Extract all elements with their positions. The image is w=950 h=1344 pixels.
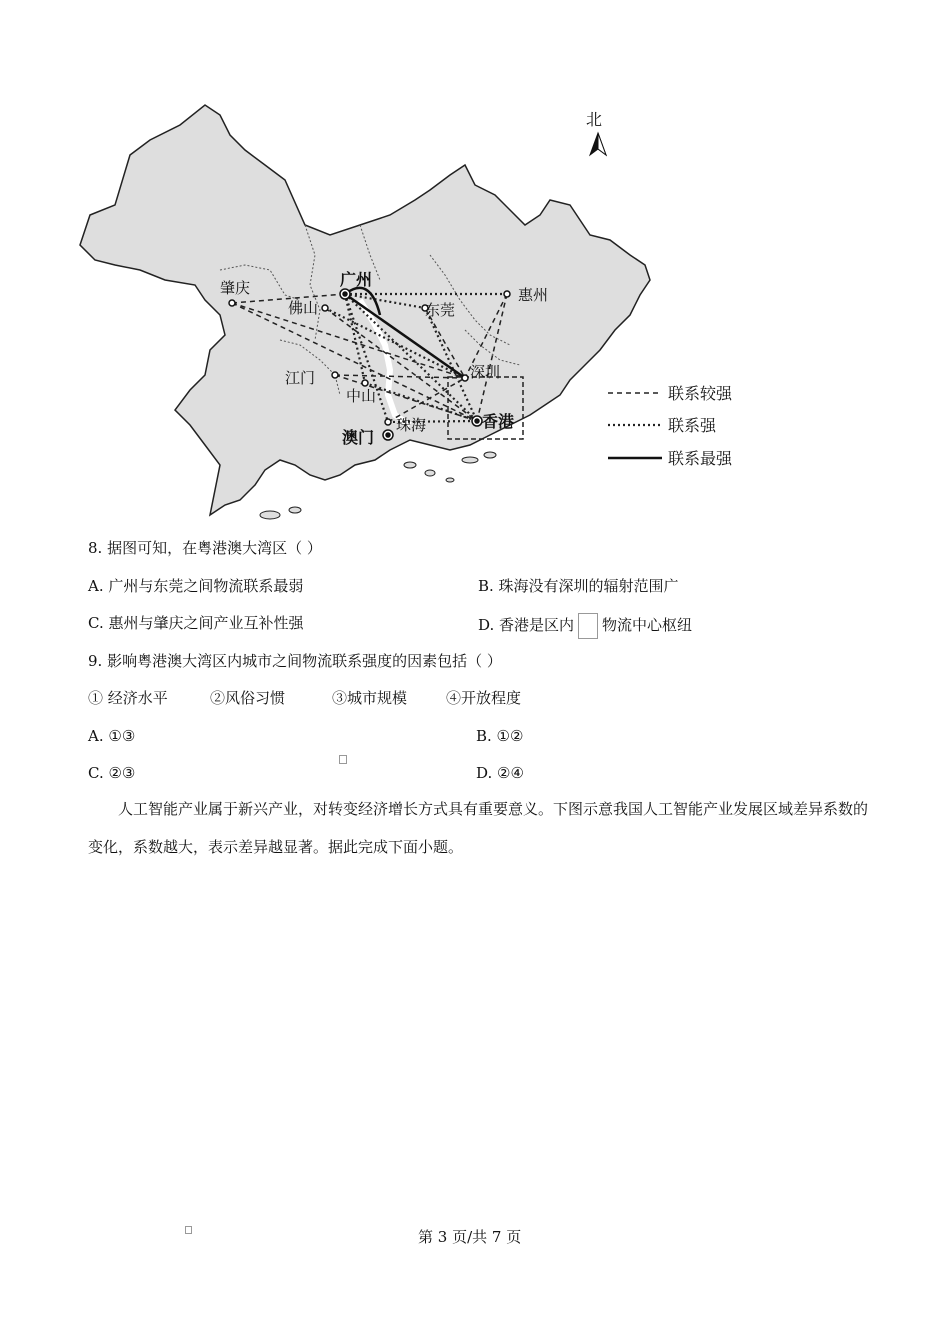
q9-option-c[interactable]: C. ②③ [88,764,136,782]
q9-item-1: ① 经济水平 [88,689,168,707]
label-guangzhou: 广州 [340,270,373,289]
label-zhongshan: 中山 [346,387,377,405]
legend [608,384,733,468]
q9-option-d[interactable]: D. ②④ [476,764,524,782]
greater-bay-area-map [70,95,770,535]
q8-option-d[interactable] [478,613,692,639]
stray-mark-footer [185,1226,192,1234]
q8-stem: 8. 据图可知，在粤港澳大湾区（ ） [88,539,322,557]
q9-item-2: ②风俗习惯 [210,689,286,707]
q9-option-a[interactable]: A. ①③ [88,727,136,745]
label-hongkong: 香港 [482,412,515,431]
north-label: 北 [586,110,603,129]
legend-solid: 联系最强 [668,449,733,468]
stray-mark [339,755,347,764]
label-zhaoqing: 肇庆 [220,279,251,297]
label-huizhou: 惠州 [518,286,549,304]
label-jiangmen: 江门 [285,369,316,387]
intro-paragraph: 人工智能产业属于新兴产业，对转变经济增长方式具有重要意义。下图示意我国人工智能产业发展区域差异系数的变化，系数越大，表示差异越显著。据此完成下面小题。 [88,800,869,856]
q8-option-b[interactable]: B. 珠海没有深圳的辐射范围广 [478,577,679,595]
q8-option-c[interactable]: C. 惠州与肇庆之间产业互补性强 [88,614,304,632]
label-shenzhen: 深圳 [470,363,501,381]
legend-dotted: 联系强 [668,416,717,435]
q8-option-d-pre: D. 香港是区内 [478,616,575,634]
label-zhuhai: 珠海 [396,416,427,434]
page-number: 第 3 页/共 7 页 [418,1228,522,1246]
q9-stem: 9. 影响粤港澳大湾区内城市之间物流联系强度的因素包括（ ） [88,652,502,670]
label-macau: 澳门 [342,428,375,447]
placeholder-box [578,613,598,639]
q8-option-a[interactable]: A. 广州与东莞之间物流联系最弱 [88,577,304,595]
q9-option-b[interactable]: B. ①② [476,727,524,745]
q9-item-3: ③城市规模 [332,689,408,707]
legend-dashed: 联系较强 [668,384,733,403]
label-dongguan: 东莞 [425,301,456,319]
label-foshan: 佛山 [288,299,319,317]
q8-option-d-post: 物流中心枢纽 [602,616,693,634]
q9-item-4: ④开放程度 [446,689,522,707]
